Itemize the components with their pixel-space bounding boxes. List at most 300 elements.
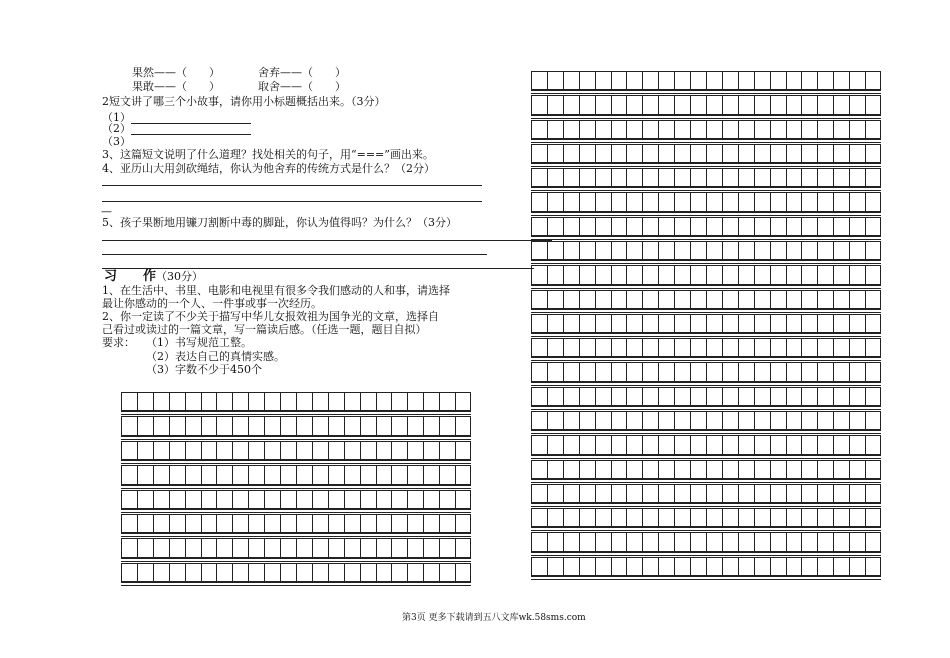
grid-cell[interactable] [531,557,547,576]
grid-cell[interactable] [674,71,690,90]
grid-cell[interactable] [817,411,833,430]
grid-cell[interactable] [201,465,217,484]
grid-cell[interactable] [312,490,328,509]
grid-cell[interactable] [738,508,754,527]
grid-cell[interactable] [626,168,642,187]
grid-row[interactable] [531,338,881,357]
grid-cell[interactable] [611,144,627,163]
grid-cell[interactable] [754,192,770,211]
grid-cell[interactable] [658,314,674,333]
grid-cell[interactable] [455,490,471,509]
grid-cell[interactable] [344,465,360,484]
grid-cell[interactable] [658,435,674,454]
grid-cell[interactable] [658,71,674,90]
grid-cell[interactable] [706,435,722,454]
grid-cell[interactable] [611,192,627,211]
grid-cell[interactable] [391,490,407,509]
grid-cell[interactable] [360,416,376,435]
grid-cell[interactable] [121,563,137,582]
grid-cell[interactable] [547,217,563,236]
grid-cell[interactable] [786,71,802,90]
grid-cell[interactable] [658,217,674,236]
grid-cell[interactable] [833,95,849,114]
grid-cell[interactable] [455,416,471,435]
grid-row[interactable] [531,120,881,139]
grid-cell[interactable] [626,265,642,284]
grid-cell[interactable] [216,563,232,582]
grid-cell[interactable] [376,490,392,509]
q5-answer-line-3[interactable] [102,268,534,269]
grid-cell[interactable] [563,217,579,236]
grid-cell[interactable] [722,532,738,551]
grid-cell[interactable] [216,514,232,533]
grid-cell[interactable] [801,217,817,236]
grid-row[interactable] [531,168,881,187]
grid-cell[interactable] [579,532,595,551]
grid-cell[interactable] [849,290,865,309]
grid-cell[interactable] [423,392,439,411]
grid-cell[interactable] [547,362,563,381]
grid-cell[interactable] [865,532,881,551]
grid-cell[interactable] [817,314,833,333]
grid-cell[interactable] [391,514,407,533]
grid-cell[interactable] [563,435,579,454]
grid-cell[interactable] [531,144,547,163]
writing-grid-left[interactable] [121,387,471,582]
grid-cell[interactable] [658,387,674,406]
grid-cell[interactable] [280,514,296,533]
grid-row[interactable] [121,563,471,582]
grid-cell[interactable] [801,120,817,139]
grid-cell[interactable] [531,241,547,260]
grid-cell[interactable] [264,416,280,435]
grid-cell[interactable] [296,563,312,582]
grid-cell[interactable] [690,362,706,381]
grid-cell[interactable] [563,411,579,430]
grid-cell[interactable] [754,95,770,114]
grid-cell[interactable] [547,241,563,260]
grid-cell[interactable] [531,532,547,551]
grid-cell[interactable] [690,411,706,430]
grid-cell[interactable] [264,465,280,484]
grid-cell[interactable] [817,71,833,90]
grid-cell[interactable] [407,416,423,435]
grid-cell[interactable] [563,532,579,551]
grid-cell[interactable] [642,508,658,527]
grid-cell[interactable] [754,484,770,503]
grid-cell[interactable] [865,508,881,527]
grid-cell[interactable] [579,217,595,236]
grid-cell[interactable] [611,435,627,454]
grid-cell[interactable] [801,71,817,90]
grid-cell[interactable] [754,508,770,527]
grid-cell[interactable] [611,217,627,236]
grid-cell[interactable] [833,362,849,381]
grid-cell[interactable] [706,217,722,236]
grid-cell[interactable] [344,416,360,435]
grid-cell[interactable] [185,465,201,484]
grid-cell[interactable] [754,411,770,430]
grid-cell[interactable] [722,168,738,187]
grid-cell[interactable] [328,514,344,533]
grid-cell[interactable] [754,557,770,576]
grid-cell[interactable] [722,265,738,284]
grid-cell[interactable] [439,392,455,411]
grid-cell[interactable] [611,508,627,527]
grid-cell[interactable] [531,484,547,503]
grid-cell[interactable] [595,241,611,260]
grid-cell[interactable] [407,465,423,484]
grid-cell[interactable] [439,563,455,582]
grid-cell[interactable] [153,392,169,411]
grid-cell[interactable] [312,441,328,460]
grid-cell[interactable] [328,392,344,411]
grid-cell[interactable] [817,144,833,163]
grid-cell[interactable] [786,557,802,576]
grid-cell[interactable] [579,435,595,454]
grid-cell[interactable] [547,168,563,187]
grid-cell[interactable] [595,314,611,333]
grid-cell[interactable] [738,95,754,114]
grid-cell[interactable] [706,338,722,357]
grid-cell[interactable] [706,95,722,114]
grid-cell[interactable] [690,120,706,139]
grid-cell[interactable] [722,217,738,236]
grid-cell[interactable] [642,265,658,284]
grid-cell[interactable] [455,538,471,557]
grid-cell[interactable] [611,460,627,479]
grid-cell[interactable] [722,362,738,381]
grid-cell[interactable] [137,514,153,533]
grid-cell[interactable] [865,168,881,187]
grid-cell[interactable] [849,314,865,333]
grid-cell[interactable] [611,532,627,551]
grid-cell[interactable] [706,557,722,576]
grid-cell[interactable] [531,362,547,381]
grid-cell[interactable] [833,484,849,503]
grid-cell[interactable] [833,460,849,479]
grid-cell[interactable] [754,362,770,381]
grid-cell[interactable] [674,435,690,454]
grid-cell[interactable] [153,563,169,582]
grid-cell[interactable] [690,192,706,211]
grid-cell[interactable] [563,460,579,479]
grid-cell[interactable] [531,71,547,90]
grid-cell[interactable] [770,144,786,163]
grid-cell[interactable] [531,120,547,139]
grid-cell[interactable] [312,465,328,484]
grid-cell[interactable] [690,484,706,503]
grid-row[interactable] [121,441,471,460]
grid-row[interactable] [531,217,881,236]
grid-cell[interactable] [690,532,706,551]
grid-cell[interactable] [626,387,642,406]
grid-cell[interactable] [722,411,738,430]
grid-cell[interactable] [563,241,579,260]
grid-cell[interactable] [280,538,296,557]
grid-cell[interactable] [376,392,392,411]
grid-cell[interactable] [833,387,849,406]
grid-cell[interactable] [849,387,865,406]
grid-cell[interactable] [547,71,563,90]
grid-cell[interactable] [722,508,738,527]
grid-cell[interactable] [690,265,706,284]
grid-cell[interactable] [706,120,722,139]
grid-cell[interactable] [626,290,642,309]
grid-cell[interactable] [690,460,706,479]
grid-cell[interactable] [722,144,738,163]
grid-cell[interactable] [232,490,248,509]
grid-cell[interactable] [121,490,137,509]
grid-cell[interactable] [770,241,786,260]
grid-cell[interactable] [690,71,706,90]
grid-cell[interactable] [169,563,185,582]
grid-cell[interactable] [690,290,706,309]
grid-cell[interactable] [674,508,690,527]
grid-cell[interactable] [642,120,658,139]
grid-cell[interactable] [738,362,754,381]
grid-cell[interactable] [674,484,690,503]
grid-row[interactable] [121,465,471,484]
grid-row[interactable] [531,435,881,454]
grid-cell[interactable] [216,465,232,484]
grid-cell[interactable] [595,95,611,114]
grid-cell[interactable] [849,532,865,551]
grid-row[interactable] [121,538,471,557]
grid-cell[interactable] [423,490,439,509]
grid-cell[interactable] [642,95,658,114]
grid-cell[interactable] [232,538,248,557]
grid-cell[interactable] [817,95,833,114]
grid-cell[interactable] [706,144,722,163]
grid-cell[interactable] [531,168,547,187]
grid-cell[interactable] [248,538,264,557]
grid-cell[interactable] [754,460,770,479]
grid-cell[interactable] [169,490,185,509]
grid-cell[interactable] [185,392,201,411]
grid-cell[interactable] [407,563,423,582]
grid-cell[interactable] [248,514,264,533]
grid-cell[interactable] [137,465,153,484]
grid-row[interactable] [531,484,881,503]
grid-cell[interactable] [547,484,563,503]
grid-cell[interactable] [849,338,865,357]
grid-cell[interactable] [531,217,547,236]
grid-cell[interactable] [563,144,579,163]
grid-cell[interactable] [611,557,627,576]
grid-cell[interactable] [786,241,802,260]
grid-cell[interactable] [595,192,611,211]
grid-cell[interactable] [770,120,786,139]
grid-cell[interactable] [642,314,658,333]
grid-cell[interactable] [849,557,865,576]
grid-cell[interactable] [770,95,786,114]
grid-cell[interactable] [579,387,595,406]
grid-cell[interactable] [153,514,169,533]
grid-cell[interactable] [201,490,217,509]
grid-cell[interactable] [865,95,881,114]
grid-cell[interactable] [280,441,296,460]
grid-cell[interactable] [642,168,658,187]
grid-row[interactable] [121,416,471,435]
grid-cell[interactable] [547,192,563,211]
grid-cell[interactable] [360,392,376,411]
grid-cell[interactable] [658,265,674,284]
grid-cell[interactable] [455,563,471,582]
grid-cell[interactable] [722,290,738,309]
grid-cell[interactable] [563,265,579,284]
grid-cell[interactable] [391,465,407,484]
grid-cell[interactable] [360,490,376,509]
grid-cell[interactable] [280,392,296,411]
grid-cell[interactable] [849,435,865,454]
grid-cell[interactable] [690,557,706,576]
grid-cell[interactable] [407,490,423,509]
grid-cell[interactable] [626,71,642,90]
grid-cell[interactable] [201,538,217,557]
writing-grid-right[interactable] [531,66,881,576]
grid-cell[interactable] [121,441,137,460]
grid-cell[interactable] [248,490,264,509]
grid-cell[interactable] [658,411,674,430]
grid-cell[interactable] [547,265,563,284]
grid-cell[interactable] [690,387,706,406]
grid-cell[interactable] [595,217,611,236]
grid-row[interactable] [531,144,881,163]
grid-cell[interactable] [738,192,754,211]
grid-cell[interactable] [563,71,579,90]
grid-cell[interactable] [626,144,642,163]
grid-cell[interactable] [690,314,706,333]
grid-cell[interactable] [849,241,865,260]
grid-cell[interactable] [626,95,642,114]
grid-cell[interactable] [690,217,706,236]
grid-cell[interactable] [232,441,248,460]
grid-cell[interactable] [391,416,407,435]
grid-cell[interactable] [658,362,674,381]
grid-cell[interactable] [786,435,802,454]
grid-cell[interactable] [137,392,153,411]
grid-cell[interactable] [786,290,802,309]
grid-cell[interactable] [801,387,817,406]
grid-row[interactable] [531,460,881,479]
grid-cell[interactable] [626,241,642,260]
grid-cell[interactable] [185,538,201,557]
grid-cell[interactable] [201,392,217,411]
grid-cell[interactable] [690,435,706,454]
grid-cell[interactable] [690,144,706,163]
grid-cell[interactable] [833,435,849,454]
grid-cell[interactable] [833,532,849,551]
grid-cell[interactable] [153,465,169,484]
grid-cell[interactable] [296,416,312,435]
grid-cell[interactable] [706,411,722,430]
grid-cell[interactable] [185,490,201,509]
grid-cell[interactable] [344,490,360,509]
grid-cell[interactable] [360,563,376,582]
grid-cell[interactable] [849,460,865,479]
grid-cell[interactable] [579,192,595,211]
grid-cell[interactable] [738,265,754,284]
grid-cell[interactable] [706,241,722,260]
grid-cell[interactable] [865,144,881,163]
grid-cell[interactable] [579,168,595,187]
grid-row[interactable] [531,71,881,90]
grid-cell[interactable] [439,538,455,557]
grid-cell[interactable] [423,416,439,435]
grid-cell[interactable] [563,168,579,187]
grid-cell[interactable] [706,290,722,309]
grid-cell[interactable] [817,557,833,576]
grid-cell[interactable] [849,120,865,139]
grid-cell[interactable] [642,192,658,211]
grid-cell[interactable] [563,120,579,139]
grid-cell[interactable] [770,314,786,333]
grid-cell[interactable] [865,290,881,309]
grid-cell[interactable] [531,314,547,333]
grid-cell[interactable] [328,465,344,484]
grid-cell[interactable] [376,538,392,557]
grid-cell[interactable] [185,416,201,435]
grid-cell[interactable] [658,508,674,527]
grid-row[interactable] [531,265,881,284]
grid-cell[interactable] [817,362,833,381]
grid-cell[interactable] [312,563,328,582]
grid-cell[interactable] [579,484,595,503]
grid-row[interactable] [121,514,471,533]
grid-cell[interactable] [439,490,455,509]
grid-cell[interactable] [642,71,658,90]
grid-cell[interactable] [232,416,248,435]
grid-cell[interactable] [563,508,579,527]
grid-cell[interactable] [833,508,849,527]
grid-cell[interactable] [563,95,579,114]
grid-cell[interactable] [833,411,849,430]
grid-cell[interactable] [865,192,881,211]
grid-cell[interactable] [674,144,690,163]
grid-cell[interactable] [642,144,658,163]
grid-cell[interactable] [849,192,865,211]
grid-cell[interactable] [296,490,312,509]
grid-cell[interactable] [786,314,802,333]
grid-cell[interactable] [786,532,802,551]
grid-cell[interactable] [312,514,328,533]
grid-cell[interactable] [786,411,802,430]
grid-cell[interactable] [722,338,738,357]
grid-cell[interactable] [865,362,881,381]
q5-answer-line-2[interactable] [102,254,487,255]
grid-cell[interactable] [595,144,611,163]
grid-cell[interactable] [722,435,738,454]
grid-cell[interactable] [833,71,849,90]
grid-cell[interactable] [817,168,833,187]
grid-cell[interactable] [423,514,439,533]
grid-cell[interactable] [547,290,563,309]
grid-cell[interactable] [579,314,595,333]
q4-answer-line-2[interactable] [102,201,482,202]
grid-cell[interactable] [280,563,296,582]
q5-answer-line-1[interactable] [102,240,552,241]
grid-cell[interactable] [754,387,770,406]
grid-cell[interactable] [455,465,471,484]
grid-cell[interactable] [376,563,392,582]
grid-cell[interactable] [547,435,563,454]
grid-cell[interactable] [137,416,153,435]
grid-cell[interactable] [658,95,674,114]
grid-cell[interactable] [439,416,455,435]
grid-cell[interactable] [642,484,658,503]
grid-cell[interactable] [674,314,690,333]
